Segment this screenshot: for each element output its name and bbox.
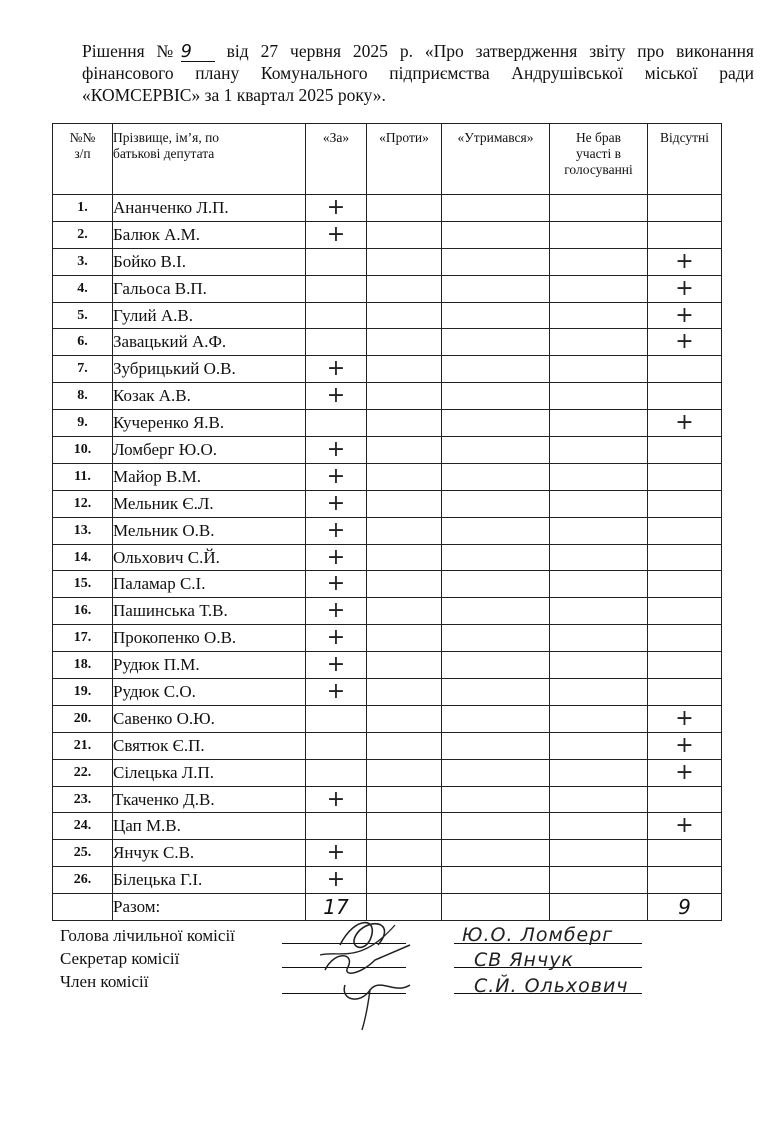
deputy-name: Козак А.В. (113, 383, 306, 410)
vote-cell-against (367, 329, 442, 356)
vote-cell-for (306, 410, 367, 437)
vote-cell-not-voting (550, 705, 648, 732)
table-row (53, 329, 722, 356)
deputy-name: Рудюк С.О. (113, 679, 306, 706)
vote-cell-abstain (442, 732, 550, 759)
table-row (53, 490, 722, 517)
vote-cell-absent (648, 679, 722, 706)
vote-cell-not-voting (550, 732, 648, 759)
vote-cell-absent (648, 625, 722, 652)
vote-cell-abstain (442, 813, 550, 840)
vote-cell-abstain (442, 759, 550, 786)
vote-cell-against (367, 598, 442, 625)
header-name-line-1: Прізвище, ім’я, по (113, 130, 220, 145)
vote-cell-against (367, 517, 442, 544)
vote-cell-for (306, 813, 367, 840)
vote-cell-for: + (306, 221, 367, 248)
vote-cell-against (367, 679, 442, 706)
commission-roles (60, 924, 235, 993)
table-row (53, 221, 722, 248)
vote-cell-for: + (306, 571, 367, 598)
row-number: 14. (53, 544, 113, 571)
vote-cell-not-voting (550, 329, 648, 356)
vote-cell-against (367, 248, 442, 275)
vote-cell-for (306, 329, 367, 356)
vote-cell-for: + (306, 598, 367, 625)
vote-cell-against (367, 840, 442, 867)
header-number-line-2: з/п (74, 146, 91, 161)
row-number: 25. (53, 840, 113, 867)
table-row (53, 463, 722, 490)
vote-cell-not-voting (550, 652, 648, 679)
row-number: 11. (53, 463, 113, 490)
deputy-name: Мельник Є.Л. (113, 490, 306, 517)
signer-name-member: С.Й. Ольхович (474, 975, 629, 997)
vote-cell-abstain (442, 221, 550, 248)
role-member: Член комісії (60, 972, 149, 991)
vote-cell-against (367, 571, 442, 598)
deputy-name: Білецька Г.І. (113, 867, 306, 894)
vote-cell-absent (648, 652, 722, 679)
vote-cell-absent: + (648, 705, 722, 732)
deputy-name: Ломберг Ю.О. (113, 437, 306, 464)
vote-cell-abstain (442, 571, 550, 598)
vote-cell-not-voting (550, 544, 648, 571)
vote-cell-abstain (442, 248, 550, 275)
vote-cell-for: + (306, 437, 367, 464)
vote-cell-abstain (442, 598, 550, 625)
total-label: Разом: (113, 894, 306, 921)
row-number: 9. (53, 410, 113, 437)
vote-cell-absent (648, 786, 722, 813)
vote-cell-absent (648, 195, 722, 222)
table-row (53, 544, 722, 571)
row-number: 16. (53, 598, 113, 625)
row-number: 15. (53, 571, 113, 598)
table-row (53, 383, 722, 410)
vote-cell-for: + (306, 652, 367, 679)
table-row (53, 517, 722, 544)
row-number: 3. (53, 248, 113, 275)
vote-cell-not-voting (550, 275, 648, 302)
vote-cell-against (367, 786, 442, 813)
vote-cell-against (367, 544, 442, 571)
heading-line-2: фінансового плану Комунального підприємства Андрушівської міської ради (82, 63, 754, 83)
row-number: 6. (53, 329, 113, 356)
vote-cell-against (367, 705, 442, 732)
vote-cell-against (367, 652, 442, 679)
vote-cell-absent: + (648, 813, 722, 840)
row-number: 18. (53, 652, 113, 679)
table-row (53, 571, 722, 598)
vote-cell-absent: + (648, 410, 722, 437)
vote-cell-absent (648, 517, 722, 544)
header-number (53, 124, 113, 195)
row-number: 12. (53, 490, 113, 517)
header-for: «За» (306, 124, 367, 195)
vote-cell-absent (648, 356, 722, 383)
vote-cell-not-voting (550, 195, 648, 222)
vote-cell-not-voting (550, 517, 648, 544)
vote-cell-against (367, 490, 442, 517)
vote-cell-abstain (442, 544, 550, 571)
vote-cell-absent (648, 867, 722, 894)
decision-number: 9 (181, 43, 215, 62)
total-absent: 9 (648, 894, 722, 921)
deputy-name: Святюк Є.П. (113, 732, 306, 759)
vote-cell-for: + (306, 490, 367, 517)
table-row (53, 195, 722, 222)
vote-cell-against (367, 732, 442, 759)
vote-cell-not-voting (550, 383, 648, 410)
vote-cell-against (367, 759, 442, 786)
table-row (53, 759, 722, 786)
vote-cell-absent (648, 463, 722, 490)
vote-cell-not-voting (550, 410, 648, 437)
vote-cell-absent: + (648, 329, 722, 356)
table-row (53, 275, 722, 302)
vote-cell-abstain (442, 490, 550, 517)
vote-cell-abstain (442, 705, 550, 732)
vote-cell-against (367, 813, 442, 840)
vote-cell-for: + (306, 867, 367, 894)
deputy-name: Рудюк П.М. (113, 652, 306, 679)
deputy-name: Завацький А.Ф. (113, 329, 306, 356)
total-for: 17 (306, 894, 367, 921)
deputy-name: Ольхович С.Й. (113, 544, 306, 571)
vote-cell-for: + (306, 840, 367, 867)
vote-cell-absent (648, 383, 722, 410)
vote-cell-absent: + (648, 759, 722, 786)
vote-cell-abstain (442, 383, 550, 410)
deputy-name: Пашинська Т.В. (113, 598, 306, 625)
vote-cell-for (306, 248, 367, 275)
table-row (53, 625, 722, 652)
header-not-voting-line-2: участі в (576, 146, 621, 161)
vote-cell-abstain (442, 463, 550, 490)
row-number: 2. (53, 221, 113, 248)
deputy-name: Майор В.М. (113, 463, 306, 490)
table-row (53, 598, 722, 625)
table-row (53, 302, 722, 329)
header-against: «Проти» (367, 124, 442, 195)
vote-cell-not-voting (550, 463, 648, 490)
vote-cell-not-voting (550, 625, 648, 652)
vote-cell-not-voting (550, 248, 648, 275)
table-row (53, 840, 722, 867)
role-secretary: Секретар комісії (60, 949, 180, 968)
row-number: 1. (53, 195, 113, 222)
vote-cell-absent (648, 544, 722, 571)
deputy-name: Паламар С.І. (113, 571, 306, 598)
header-not-voting (550, 124, 648, 195)
vote-cell-against (367, 356, 442, 383)
vote-cell-against (367, 625, 442, 652)
row-number: 17. (53, 625, 113, 652)
heading-date-title: від 27 червня 2025 р. «Про затвердження звіту про виконання (214, 41, 754, 61)
vote-cell-for (306, 732, 367, 759)
vote-cell-not-voting (550, 598, 648, 625)
header-number-line-1: №№ (69, 130, 96, 145)
deputy-name: Мельник О.В. (113, 517, 306, 544)
deputy-name: Гулий А.В. (113, 302, 306, 329)
vote-cell-abstain (442, 517, 550, 544)
row-number: 19. (53, 679, 113, 706)
row-number: 5. (53, 302, 113, 329)
deputy-name: Бойко В.І. (113, 248, 306, 275)
vote-cell-absent (648, 598, 722, 625)
vote-cell-against (367, 410, 442, 437)
deputy-name: Кучеренко Я.В. (113, 410, 306, 437)
header-not-voting-line-3: голосуванні (564, 162, 633, 177)
total-empty-cell (53, 894, 113, 921)
vote-cell-for: + (306, 463, 367, 490)
deputy-name: Балюк А.М. (113, 221, 306, 248)
vote-cell-against (367, 275, 442, 302)
deputy-name: Савенко О.Ю. (113, 705, 306, 732)
table-row (53, 356, 722, 383)
table-row (53, 813, 722, 840)
vote-cell-absent (648, 437, 722, 464)
vote-cell-abstain (442, 302, 550, 329)
vote-cell-abstain (442, 275, 550, 302)
row-number: 21. (53, 732, 113, 759)
vote-cell-for: + (306, 356, 367, 383)
heading-prefix: Рішення № (82, 41, 181, 61)
handwritten-signatures-icon (300, 905, 430, 1035)
table-row (53, 705, 722, 732)
total-abstain (442, 894, 550, 921)
table-header-row (53, 124, 722, 195)
row-number: 8. (53, 383, 113, 410)
row-number: 22. (53, 759, 113, 786)
deputy-name: Ананченко Л.П. (113, 195, 306, 222)
vote-cell-not-voting (550, 437, 648, 464)
vote-cell-abstain (442, 786, 550, 813)
vote-cell-for: + (306, 544, 367, 571)
vote-cell-for (306, 302, 367, 329)
vote-cell-abstain (442, 652, 550, 679)
vote-cell-abstain (442, 679, 550, 706)
vote-cell-not-voting (550, 571, 648, 598)
vote-cell-against (367, 221, 442, 248)
vote-cell-not-voting (550, 221, 648, 248)
vote-cell-not-voting (550, 679, 648, 706)
row-number: 23. (53, 786, 113, 813)
table-row (53, 248, 722, 275)
vote-cell-absent: + (648, 248, 722, 275)
vote-cell-for: + (306, 383, 367, 410)
signer-name-secretary: СВ Янчук (474, 949, 574, 971)
deputy-name: Цап М.В. (113, 813, 306, 840)
vote-cell-absent: + (648, 302, 722, 329)
vote-cell-abstain (442, 437, 550, 464)
header-name-line-2: батькові депутата (113, 146, 215, 161)
deputy-name: Янчук С.В. (113, 840, 306, 867)
vote-cell-for: + (306, 625, 367, 652)
row-number: 24. (53, 813, 113, 840)
heading-line-3: «КОМСЕРВІС» за 1 квартал 2025 року». (82, 85, 386, 105)
row-number: 4. (53, 275, 113, 302)
header-abstain: «Утримався» (442, 124, 550, 195)
vote-cell-absent (648, 571, 722, 598)
vote-cell-not-voting (550, 302, 648, 329)
vote-cell-against (367, 437, 442, 464)
vote-cell-abstain (442, 867, 550, 894)
vote-cell-not-voting (550, 759, 648, 786)
vote-cell-absent: + (648, 275, 722, 302)
vote-cell-abstain (442, 195, 550, 222)
vote-cell-against (367, 867, 442, 894)
vote-cell-absent (648, 221, 722, 248)
vote-cell-against (367, 463, 442, 490)
deputy-name: Зубрицький О.В. (113, 356, 306, 383)
vote-cell-for (306, 275, 367, 302)
deputy-name: Сілецька Л.П. (113, 759, 306, 786)
vote-cell-for (306, 759, 367, 786)
table-row (53, 410, 722, 437)
header-not-voting-line-1: Не брав (575, 130, 622, 145)
table-row (53, 867, 722, 894)
vote-cell-not-voting (550, 490, 648, 517)
table-row (53, 437, 722, 464)
vote-cell-abstain (442, 329, 550, 356)
table-row (53, 652, 722, 679)
table-row (53, 732, 722, 759)
decision-heading (82, 40, 754, 106)
heading-line-1 (82, 40, 754, 62)
header-name (113, 124, 306, 195)
vote-cell-for (306, 705, 367, 732)
vote-cell-not-voting (550, 786, 648, 813)
header-absent: Відсутні (648, 124, 722, 195)
voting-table (52, 123, 722, 921)
row-number: 10. (53, 437, 113, 464)
table-row (53, 786, 722, 813)
deputy-name: Ткаченко Д.В. (113, 786, 306, 813)
role-chair: Голова лічильної комісії (60, 926, 235, 945)
vote-cell-not-voting (550, 840, 648, 867)
vote-cell-against (367, 195, 442, 222)
vote-cell-against (367, 383, 442, 410)
row-number: 7. (53, 356, 113, 383)
vote-cell-for: + (306, 195, 367, 222)
vote-cell-absent (648, 490, 722, 517)
table-row (53, 679, 722, 706)
row-number: 26. (53, 867, 113, 894)
vote-cell-for: + (306, 679, 367, 706)
deputy-name: Гальоса В.П. (113, 275, 306, 302)
vote-cell-not-voting (550, 356, 648, 383)
vote-cell-absent: + (648, 732, 722, 759)
vote-cell-not-voting (550, 813, 648, 840)
vote-cell-abstain (442, 840, 550, 867)
vote-cell-against (367, 302, 442, 329)
row-number: 20. (53, 705, 113, 732)
row-number: 13. (53, 517, 113, 544)
vote-cell-abstain (442, 356, 550, 383)
vote-cell-not-voting (550, 867, 648, 894)
vote-cell-for: + (306, 786, 367, 813)
vote-cell-abstain (442, 625, 550, 652)
vote-cell-abstain (442, 410, 550, 437)
vote-cell-absent (648, 840, 722, 867)
signer-name-chair: Ю.О. Ломберг (462, 924, 614, 946)
deputy-name: Прокопенко О.В. (113, 625, 306, 652)
total-not-voting (550, 894, 648, 921)
vote-cell-for: + (306, 517, 367, 544)
